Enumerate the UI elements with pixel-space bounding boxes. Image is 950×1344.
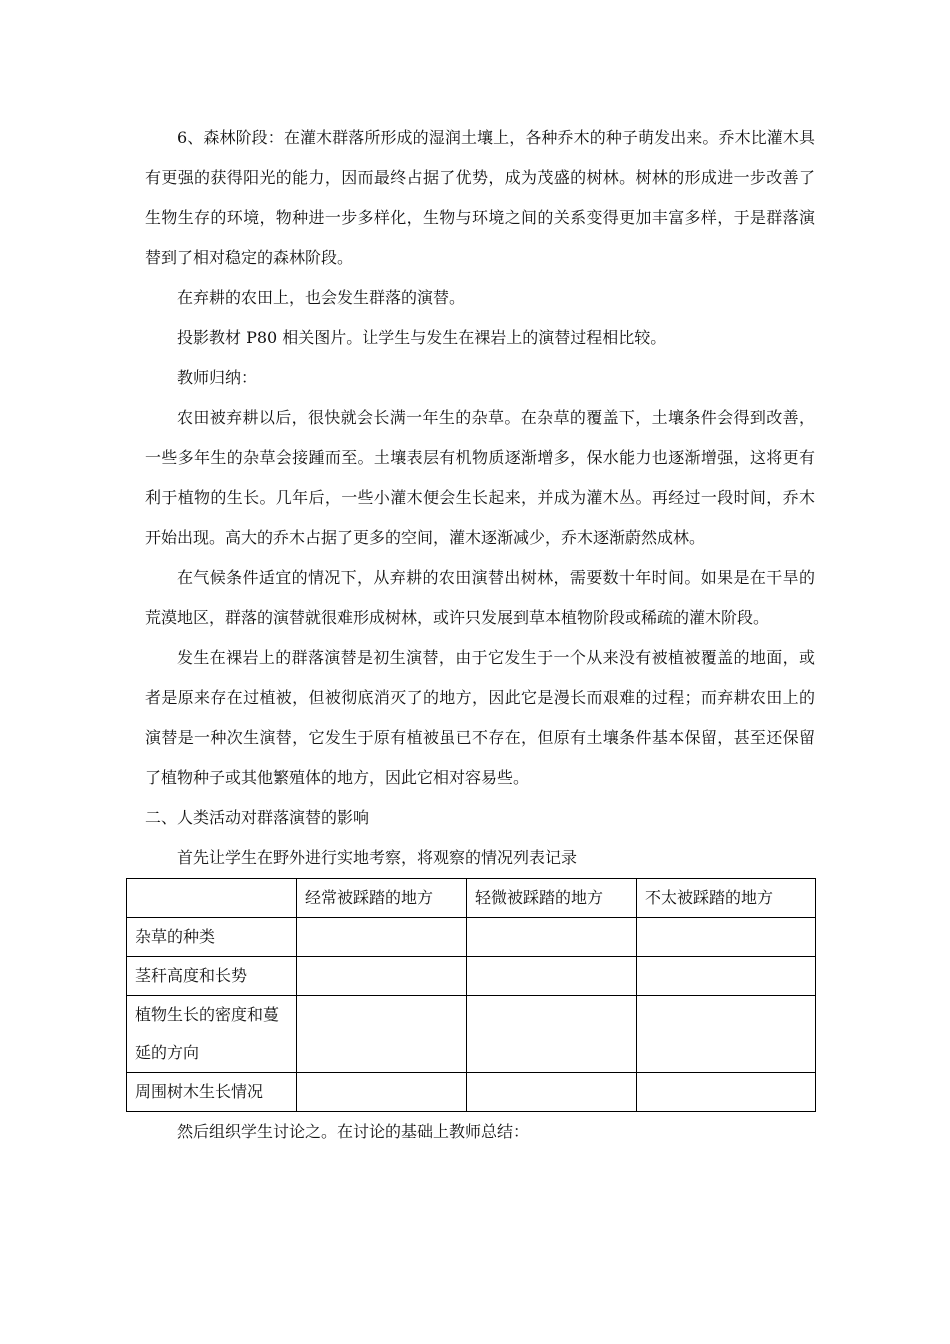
table-header-cell: 经常被踩踏的地方 bbox=[297, 879, 467, 918]
closing-paragraph: 然后组织学生讨论之。在讨论的基础上教师总结： bbox=[177, 1122, 530, 1141]
table-cell bbox=[637, 996, 816, 1073]
document-body bbox=[135, 118, 815, 1152]
table-header-cell bbox=[127, 879, 297, 918]
table-cell bbox=[467, 1073, 637, 1112]
table-cell bbox=[467, 996, 637, 1073]
table-cell bbox=[637, 957, 816, 996]
paragraph-teacher-summary-label: 教师归纳： bbox=[177, 368, 258, 387]
table-cell bbox=[297, 957, 467, 996]
table-cell bbox=[467, 957, 637, 996]
table-header-cell: 轻微被踩踏的地方 bbox=[467, 879, 637, 918]
table-row bbox=[127, 996, 816, 1073]
table-cell bbox=[297, 996, 467, 1073]
paragraph-abandoned-farmland: 在弃耕的农田上，也会发生群落的演替。 bbox=[177, 288, 466, 307]
paragraph-forest-stage: 6、森林阶段：在灌木群落所形成的湿润土壤上，各种乔木的种子萌发出来。乔木比灌木具有更强的获得阳光的能力，因而最终占据了优势，成为茂盛的树林。树林的形成进一步改善了生物生存的环境，物种进一步多样化，生物与环境之间的关系变得更加丰富多样，于是群落演替到了相对稳定的森林阶段。 bbox=[145, 128, 815, 267]
observation-table bbox=[126, 878, 816, 1112]
table-cell bbox=[467, 918, 637, 957]
table-row bbox=[127, 1073, 816, 1112]
table-row-label: 杂草的种类 bbox=[127, 918, 297, 957]
table-row bbox=[127, 918, 816, 957]
paragraph-projection: 投影教材 P80 相关图片。让学生与发生在裸岩上的演替过程相比较。 bbox=[177, 328, 667, 347]
table-cell bbox=[637, 1073, 816, 1112]
paragraph-climate-conditions: 在气候条件适宜的情况下，从弃耕的农田演替出树林，需要数十年时间。如果是在干旱的荒漠地区，群落的演替就很难形成树林，或许只发展到草本植物阶段或稀疏的灌木阶段。 bbox=[145, 568, 815, 627]
section-heading: 二、人类活动对群落演替的影响 bbox=[145, 808, 370, 827]
paragraph-primary-vs-secondary: 发生在裸岩上的群落演替是初生演替，由于它发生于一个从来没有被植被覆盖的地面，或者是原来存在过植被，但被彻底消灭了的地方，因此它是漫长而艰难的过程；而弃耕农田上的演替是一种次生演替，它发生于原有植被虽已不存在，但原有土壤条件基本保留，甚至还保留了植物种子或其他繁殖体的地方，因此它相对容易些。 bbox=[145, 648, 815, 787]
table-row bbox=[127, 957, 816, 996]
table-cell bbox=[637, 918, 816, 957]
table-row-label: 植物生长的密度和蔓延的方向 bbox=[127, 996, 297, 1073]
table-row-label: 周围树木生长情况 bbox=[127, 1073, 297, 1112]
table-cell bbox=[297, 918, 467, 957]
table-header-row bbox=[127, 879, 816, 918]
paragraph-farmland-succession: 农田被弃耕以后，很快就会长满一年生的杂草。在杂草的覆盖下，土壤条件会得到改善，一些多年生的杂草会接踵而至。土壤表层有机物质逐渐增多，保水能力也逐渐增强，这将更有利于植物的生长。几年后，一些小灌木便会生长起来，并成为灌木丛。再经过一段时间，乔木开始出现。高大的乔木占据了更多的空间，灌木逐渐减少，乔木逐渐蔚然成林。 bbox=[145, 408, 815, 547]
table-header-cell: 不太被踩踏的地方 bbox=[637, 879, 816, 918]
table-row-label: 茎秆高度和长势 bbox=[127, 957, 297, 996]
table-intro: 首先让学生在野外进行实地考察，将观察的情况列表记录 bbox=[177, 848, 578, 867]
table-cell bbox=[297, 1073, 467, 1112]
